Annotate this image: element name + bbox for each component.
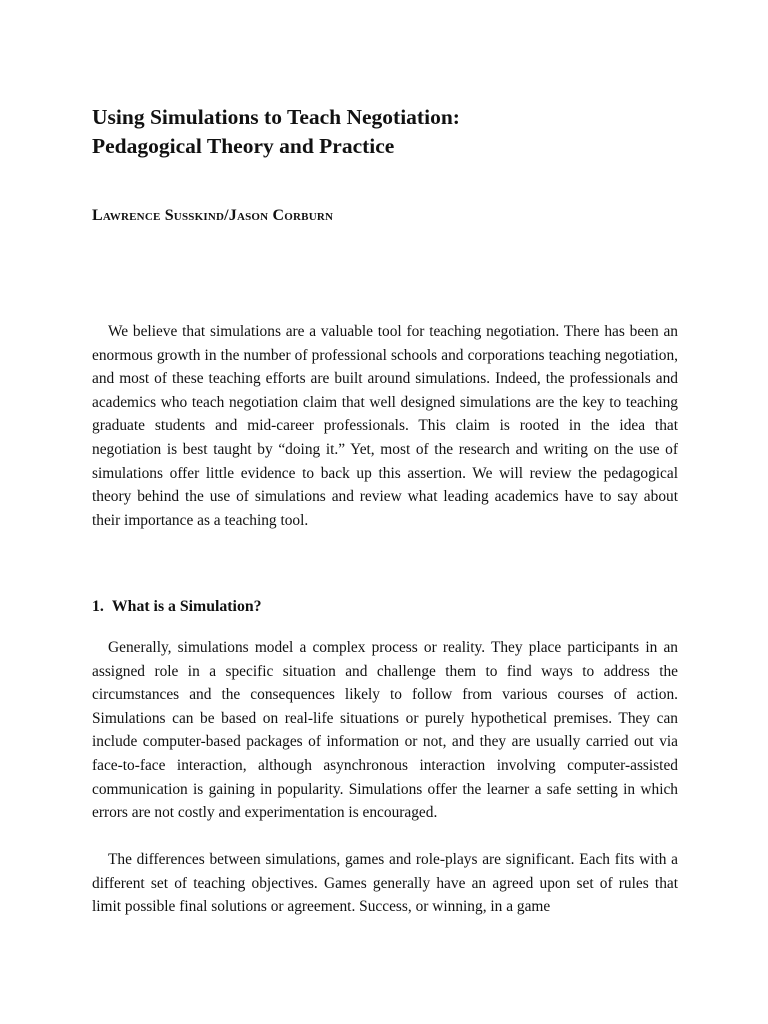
section-1-number: 1.	[92, 598, 104, 615]
section-1-heading	[92, 598, 262, 616]
paper-authors: Lawrence Susskind/Jason Corburn	[92, 207, 334, 224]
section-1-paragraph-2: The differences between simulations, games and role-plays are significant. Each fits with a different set of teaching objectives. Games generally have an agreed upon set of rules that limit possible final solutions or agreement. Success, or winning, in a game	[92, 851, 678, 916]
section-1-title: What is a Simulation?	[111, 598, 262, 615]
paper-title	[92, 103, 678, 161]
paper-title-line-1: Using Simulations to Teach Negotiation:	[92, 105, 460, 129]
paper-title-line-2: Pedagogical Theory and Practice	[92, 134, 395, 158]
section-1-paragraph-1: Generally, simulations model a complex process or reality. They place participants in an assigned role in a specific situation and challenge them to find ways to address the circumstances and the consequences likely to follow from various courses of action. Simulations can be based on real-life situations or purely hypothetical premises. They can include computer-based packages of information or not, and they are usually carried out via face-to-face interaction, although asynchronous interaction involving computer-assisted communication is gaining in popularity. Simulations offer the learner a safe setting in which errors are not costly and experimentation is encouraged.	[92, 639, 678, 822]
intro-paragraph: We believe that simulations are a valuable tool for teaching negotiation. There has been an enormous growth in the number of professional schools and corporations teaching negotiation, and most of these teaching efforts are built around simulations. Indeed, the professionals and academics who teach negotiation claim that well designed simulations are the key to teaching graduate students and mid-career professionals. This claim is rooted in the idea that negotiation is best taught by “doing it.” Yet, most of the research and writing on the use of simulations offer little evidence to back up this assertion. We will review the pedagogical theory behind the use of simulations and review what leading academics have to say about their importance as a teaching tool.	[92, 323, 678, 529]
paper-page	[92, 0, 678, 1024]
